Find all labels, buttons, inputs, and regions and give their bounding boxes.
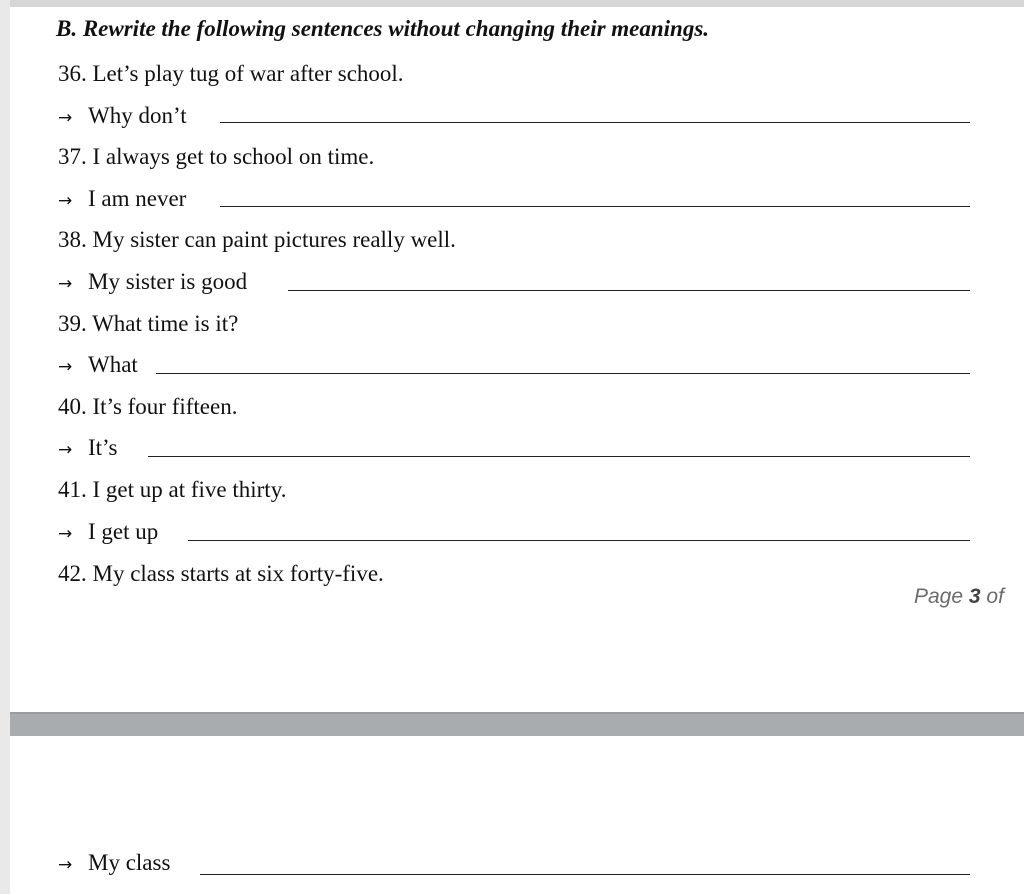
answer-prompt-40 <box>58 434 117 464</box>
answer-prompt-39 <box>58 351 138 381</box>
page-label: Page <box>914 585 964 608</box>
answer-blank-38[interactable] <box>288 290 970 291</box>
question-36: 36. Let’s play tug of war after school. <box>58 61 404 86</box>
arrow-icon: → <box>58 524 73 544</box>
page-number: 3 <box>968 585 981 608</box>
section-heading: B. Rewrite the following sentences without changing their meanings. <box>56 16 710 41</box>
arrow-icon: → <box>58 108 73 128</box>
prompt-text: Why don’t <box>88 103 187 128</box>
prompt-text: I am never <box>88 186 187 211</box>
question-40: 40. It’s four fifteen. <box>58 394 238 419</box>
question-39: 39. What time is it? <box>58 311 239 336</box>
question-42: 42. My class starts at six forty-five. <box>58 561 384 586</box>
prompt-text: My class <box>88 850 171 875</box>
answer-blank-39[interactable] <box>156 373 970 374</box>
prompt-text: I get up <box>88 519 159 544</box>
answer-prompt-38 <box>58 268 247 298</box>
prompt-text: It’s <box>88 435 118 460</box>
answer-prompt-36 <box>58 102 187 132</box>
viewer-left-edge <box>0 0 10 894</box>
answer-blank-37[interactable] <box>220 206 970 207</box>
arrow-icon: → <box>58 357 73 377</box>
answer-prompt-42 <box>58 849 170 879</box>
answer-prompt-37 <box>58 185 186 215</box>
page-number-footer <box>914 585 1004 609</box>
question-38: 38. My sister can paint pictures really well. <box>58 227 456 252</box>
answer-blank-41[interactable] <box>188 540 970 541</box>
question-37: 37. I always get to school on time. <box>58 144 375 169</box>
arrow-icon: → <box>58 274 73 294</box>
page-of-label: of <box>986 585 1004 608</box>
prompt-text: What <box>88 352 138 377</box>
viewer-top-edge <box>0 0 1024 7</box>
arrow-icon: → <box>58 855 73 875</box>
answer-blank-42[interactable] <box>200 874 970 875</box>
answer-blank-40[interactable] <box>148 456 970 457</box>
question-41: 41. I get up at five thirty. <box>58 477 287 502</box>
arrow-icon: → <box>58 191 73 211</box>
answer-prompt-41 <box>58 518 158 548</box>
prompt-text: My sister is good <box>88 269 248 294</box>
answer-blank-36[interactable] <box>220 122 970 123</box>
page-separator <box>10 712 1024 736</box>
arrow-icon: → <box>58 440 73 460</box>
